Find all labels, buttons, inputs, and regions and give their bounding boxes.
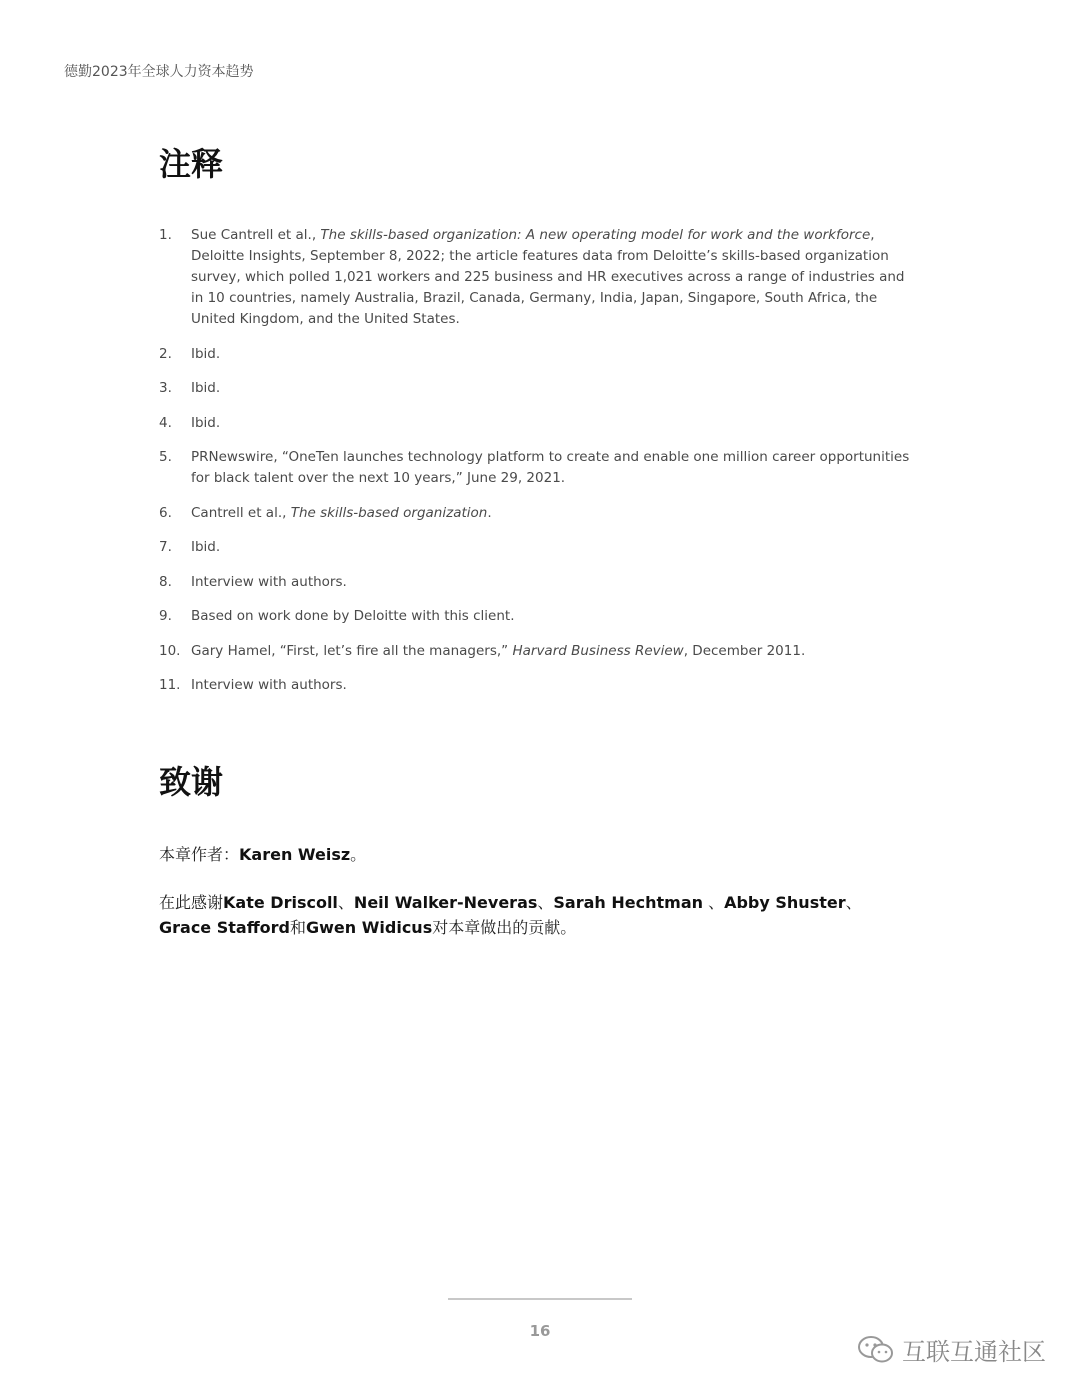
note-item	[159, 447, 919, 489]
text-run: 在此感谢	[159, 893, 224, 912]
text-run: , December 2011.	[683, 642, 806, 659]
name-highlight: Kate Driscoll	[223, 893, 338, 912]
note-item	[159, 606, 919, 627]
note-item	[159, 572, 919, 593]
note-text	[191, 344, 919, 365]
text-run: .	[487, 504, 492, 521]
note-text	[191, 225, 919, 330]
text-run: 、	[537, 893, 554, 912]
watermark	[856, 1332, 1046, 1367]
name-highlight: Gwen Widicus	[306, 918, 433, 937]
note-item	[159, 344, 919, 365]
note-text	[191, 606, 919, 627]
note-item	[159, 378, 919, 399]
name-highlight: Grace Stafford	[159, 918, 290, 937]
notes-list	[159, 225, 919, 710]
text-run: Sue Cantrell et al.,	[191, 227, 321, 243]
text-run: Ibid.	[191, 414, 221, 431]
text-run: Ibid.	[191, 380, 221, 396]
note-number: 6.	[159, 504, 172, 521]
running-header: 德勤2023年全球人力资本趋势	[64, 64, 254, 80]
note-number: 2.	[159, 345, 172, 362]
text-run: Gary Hamel, “First, let’s fire all the managers,”	[191, 642, 513, 659]
text-run: Ibid.	[191, 539, 221, 555]
text-run: 、	[703, 893, 725, 912]
note-text	[191, 641, 919, 662]
text-run: Interview with authors.	[191, 573, 347, 590]
note-text	[191, 675, 919, 696]
note-number: 5.	[159, 449, 172, 465]
page-number: 16	[529, 1322, 551, 1340]
text-run: 、	[337, 893, 354, 912]
name-highlight: Karen Weisz	[239, 845, 351, 864]
note-number: 8.	[159, 573, 172, 590]
name-highlight: Neil Walker-Neveras	[353, 893, 538, 912]
acknowledgements-title: 致谢	[159, 763, 224, 801]
italic-title: Harvard Business Review	[512, 642, 684, 659]
note-text	[191, 413, 919, 434]
italic-title: The skills-based organization: A new operating model for work and the workforce	[320, 227, 871, 243]
text-run: PRNewswire, “OneTen launches technology platform to create and enable one million career opportunities for black talent over the next 10 years,” June 29, 2021.	[191, 449, 910, 486]
note-number: 9.	[159, 608, 172, 624]
ack-author-line	[159, 842, 899, 867]
text-run: 和	[290, 918, 307, 937]
note-text	[191, 572, 919, 593]
note-text	[191, 503, 919, 524]
note-item	[159, 675, 919, 696]
text-run: Interview with authors.	[191, 677, 347, 693]
text-run: 。	[350, 845, 367, 864]
note-item	[159, 503, 919, 524]
footer-divider	[448, 1298, 632, 1300]
note-text	[191, 447, 919, 489]
wechat-icon	[856, 1335, 896, 1365]
name-highlight: Sarah Hechtman	[553, 893, 703, 912]
note-text	[191, 537, 919, 558]
text-run: , Deloitte Insights, September 8, 2022; the article features data from Deloitte’s skills-based organization survey, which polled 1,021 workers and 225 business and HR executives across a range of industries and in 10 countries, namely Australia, Brazil, Canada, Germany, India, Japan, Singapore, South Africa, the United Kingdom, and the United States.	[191, 227, 905, 327]
text-run: Based on work done by Deloitte with this client.	[191, 608, 515, 624]
note-number: 1.	[159, 227, 172, 243]
note-item	[159, 413, 919, 434]
note-item	[159, 537, 919, 558]
note-text	[191, 378, 919, 399]
name-highlight: Abby Shuster	[724, 893, 846, 912]
text-run: Ibid.	[191, 345, 221, 362]
note-number: 10.	[159, 642, 181, 659]
note-number: 4.	[159, 414, 172, 431]
ack-thanks-line	[159, 890, 899, 940]
text-run: 本章作者：	[159, 845, 240, 864]
text-run: 对本章做出的贡献。	[432, 918, 577, 937]
note-number: 7.	[159, 539, 172, 555]
italic-title: The skills-based organization	[290, 504, 488, 521]
note-number: 3.	[159, 380, 172, 396]
note-item	[159, 641, 919, 662]
notes-title: 注释	[159, 145, 224, 183]
note-item	[159, 225, 919, 330]
watermark-text: 互联互通社区	[902, 1338, 1046, 1366]
text-run: 、	[845, 893, 862, 912]
text-run: Cantrell et al.,	[191, 504, 291, 521]
note-number: 11.	[159, 677, 181, 693]
